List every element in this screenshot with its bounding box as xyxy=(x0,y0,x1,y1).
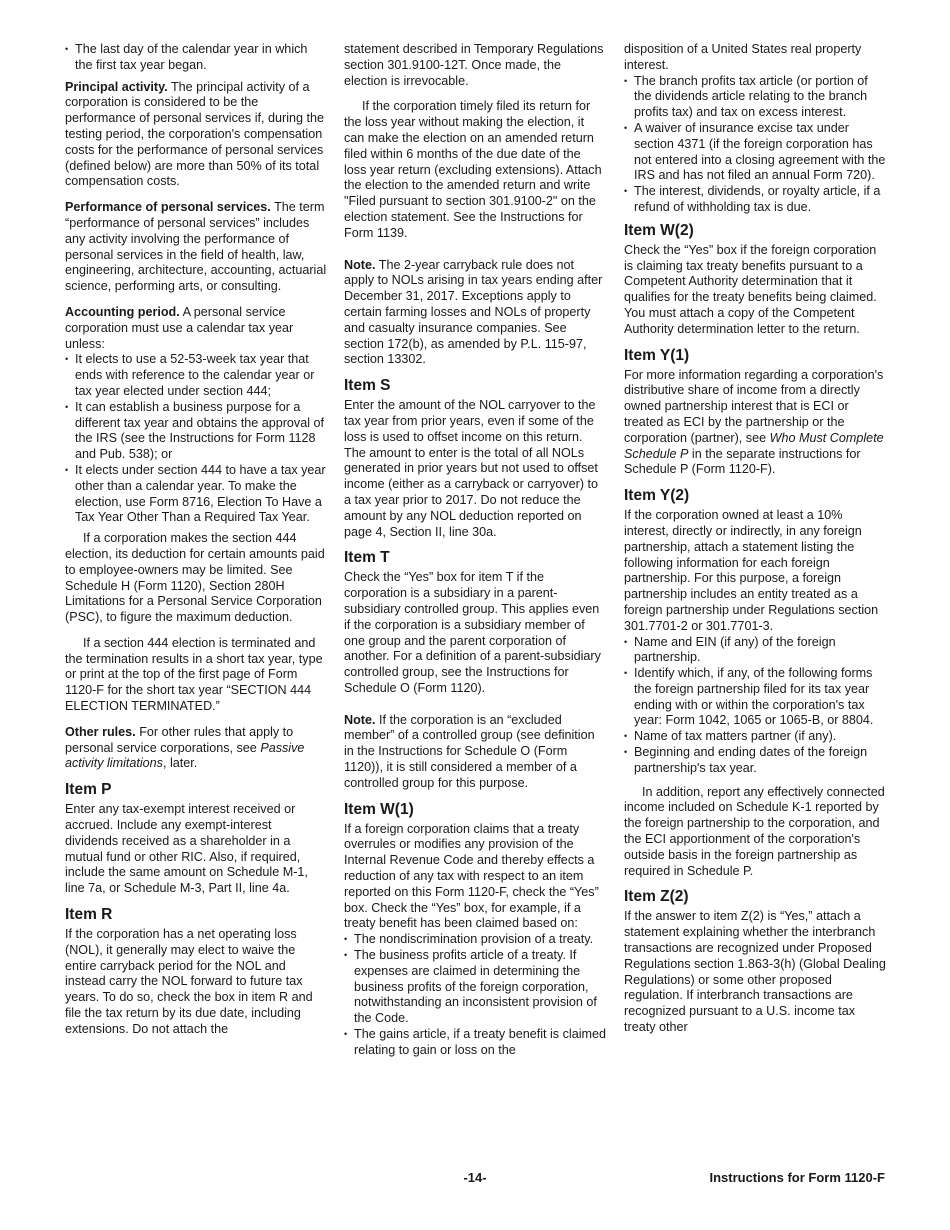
heading-item-t: Item T xyxy=(344,549,390,567)
paragraph-item-w1: If a foreign corporation claims that a treaty overrules or modifies any provision of the Internal Revenue Code and thereby effects a reduction of any tax with respect to an item reported on this Form 1120-F, check the “Yes” box. Check the “Yes” box, for example, if a treaty benefit has been claimed based on: xyxy=(344,821,599,931)
heading-item-z2: Item Z(2) xyxy=(624,888,689,906)
paragraph-item-t: Check the “Yes” box for item T if the corporation is a subsidiary in a parent-subsidiary controlled group. This applies even if the corporation is a subsidiary member of one group and the parent corporation of another. For a definition of a parent-subsidiary controlled group, see the Instructions for Schedule O (Form 1120). xyxy=(344,570,601,695)
paragraph-accounting-period: Accounting period. A personal service corporation must use a calendar tax year unless: xyxy=(65,304,294,351)
paragraph-item-p: Enter any tax-exempt interest received or accrued. Include any exempt-interest dividends received as a shareholder in a mutual fund or other RIC. Also, if required, include the same amount on Schedule M-1, line 7a, or Schedule M-3, Part II, line 4a. xyxy=(65,802,308,896)
paragraph-item-y2: If the corporation owned at least a 10% interest, directly or indirectly, in any foreign partnership, attach a statement listing the following information for each foreign partnership. For this purpose, a foreign partnership includes an entity treated as a foreign partnership under Regulations section 301.7701-2 or 301.7701-3. xyxy=(624,508,879,633)
paragraph-effectively-connected: In addition, report any effectively connected income included on Schedule K-1 reported by the foreign partnership to the corporation, and the ECI apportionment of the corporation's outside basis in the foreign partnership as required in Schedule P. xyxy=(624,784,885,878)
paragraph-performance-services: Performance of personal services. The term “performance of personal services” includes any activity involving the performance of personal services in the field of health, law, engineering, architecture, accounting, actuarial science, performing arts, or consulting. xyxy=(65,200,327,294)
column-2 xyxy=(344,42,606,1059)
list-item: • A waiver of insurance excise tax under section 4371 (if the foreign corporation has not entered into a closing agreement with the IRS and has not filed an annual Form 720). xyxy=(624,120,886,183)
bullet: • xyxy=(65,44,69,54)
bullet: • xyxy=(344,1029,348,1040)
paragraph-item-y1: For more information regarding a corporation's distributive share of income from a directly owned partnership interest that is ECI or treated as ECI by the partnership or the corporation (partner), see Who Must Complete Schedule P in the separate instructions for Schedule P (Form 1120-F). xyxy=(624,367,884,477)
list-item: • Beginning and ending dates of the foreign partnership's tax year. xyxy=(624,745,868,775)
bullet: • xyxy=(624,122,628,133)
footer-form-title: Instructions for Form 1120-F xyxy=(709,1170,885,1185)
bullet: • xyxy=(65,464,69,475)
bullet: • xyxy=(624,186,628,197)
list-item: • The gains article, if a treaty benefit is claimed relating to gain or loss on the xyxy=(344,1027,606,1057)
note-excluded-member: Note. If the corporation is an “excluded member” of a controlled group (see definition in the Instructions for Schedule O (Form 1120)), it is still considered a member of a controlled group for this purpose. xyxy=(344,712,595,790)
bullet: • xyxy=(624,75,628,86)
heading-item-y2: Item Y(2) xyxy=(624,487,690,505)
bullet: • xyxy=(65,354,69,365)
paragraph-item-z2: If the answer to item Z(2) is “Yes,” attach a statement explaining whether the interbranch transactions are recognized under Proposed Regulations section 1.863-3(h) (Global Dealing Regulations) or some other proposed regulation. If interbranch transactions are recognized pursuant to a U.S. income tax treaty other xyxy=(624,909,886,1035)
paragraph-item-s: Enter the amount of the NOL carryover to the tax year from prior years, even if some of the loss is used to offset income on this return. The amount to enter is the total of all NOLs generated in prior years but not used to offset income (either as a carryback or carryover) to a tax year prior to 2017. Do not reduce the amount by any NOL deduction reported on page 4, Section II, line 30a. xyxy=(344,398,599,539)
paragraph-timely-filed: If the corporation timely filed its return for the loss year without making the election, it can make the election on an amended return filed within 6 months of the due date of the loss year return (excluding extensions). Attach the election to the amended return and write "Filed pursuant to section 301.9100-2" on the election statement. See the Instructions for Form 1139. xyxy=(344,99,602,240)
paragraph-statement: statement described in Temporary Regulations section 301.9100-12T. Once made, the election is irrevocable. xyxy=(344,42,604,88)
list-item: • It elects to use a 52-53-week tax year that ends with reference to the calendar year or tax year elected under section 444; xyxy=(65,352,315,398)
heading-item-y1: Item Y(1) xyxy=(624,346,690,364)
paragraph-section-444-terminated: If a section 444 election is terminated and the termination results in a short tax year, type or print at the top of the first page of Form 1120-F for the short tax year “SECTION 444 ELECTION TERMINATED.” xyxy=(65,635,323,714)
list-item: • Name and EIN (if any) of the foreign partnership. xyxy=(624,634,836,665)
list-item: • The branch profits tax article (or portion of the dividends article relating to the branch profits tax) and tax on excess interest. xyxy=(624,73,868,120)
bullet: • xyxy=(624,731,628,742)
column-1 xyxy=(65,42,327,1043)
paragraph-principal-activity: Principal activity. The principal activity of a corporation is considered to be the performance of personal services if, during the testing period, the corporation's compensation costs for the performance of personal services (defined below) are more than 50% of its total compensation costs. xyxy=(65,79,325,189)
list-item: • Name of tax matters partner (if any). xyxy=(624,729,837,744)
heading-item-w1: Item W(1) xyxy=(344,800,414,818)
paragraph-item-r: If the corporation has a net operating loss (NOL), it generally may elect to waive the entire carryback period for the NOL and instead carry the NOL forward to future tax years. To do so, check the box in item R and file the tax return by its due date, including extensions. Do not attach the xyxy=(65,927,313,1036)
list-item: • It elects under section 444 to have a tax year other than a calendar year. To make the election, use Form 8716, Election To Have a Tax Year Other Than a Required Tax Year. xyxy=(65,462,326,525)
bullet: • xyxy=(344,950,348,961)
heading-item-p: Item P xyxy=(65,781,112,799)
list-item: • The nondiscrimination provision of a treaty. xyxy=(344,932,594,947)
paragraph-item-w2: Check the “Yes” box if the foreign corporation is claiming tax treaty benefits pursuant to a Competent Authority determination that it qualifies for the treaty benefits being claimed. You must attach a copy of the Competent Authority determination letter to the return. xyxy=(624,242,877,336)
note-carryback: Note. The 2-year carryback rule does not apply to NOLs arising in tax years ending after December 31, 2017. Exceptions apply to certain farming losses and NOLs of property and casualty insurance companies. See section 172(b), as amended by P.L. 115-97, section 13302. xyxy=(344,257,603,367)
bullet: • xyxy=(65,401,69,412)
bullet: • xyxy=(624,636,628,647)
list-item: • It can establish a business purpose for a different tax year and obtains the approval of the IRS (see the Instructions for Form 1128 and Pub. 538); or xyxy=(65,399,325,462)
list-item: • The last day of the calendar year in which the first tax year began. xyxy=(65,42,308,72)
heading-item-w2: Item W(2) xyxy=(624,221,694,239)
page-number: -14- xyxy=(463,1170,487,1185)
heading-item-s: Item S xyxy=(344,377,391,395)
bullet: • xyxy=(624,747,628,758)
bullet: • xyxy=(344,934,348,945)
list-item: • Identify which, if any, of the following forms the foreign partnership filed for its tax year ending with or within the corporation's tax year: Form 1042, 1065 or 1065-B, or 8804. xyxy=(624,666,874,728)
bullet: • xyxy=(624,668,628,679)
list-item: • The interest, dividends, or royalty article, if a refund of withholding tax is due. xyxy=(624,184,881,214)
paragraph-section-444: If a corporation makes the section 444 election, its deduction for certain amounts paid to employee-owners may be limited. See Schedule H (Form 1120), Section 280H Limitations for a Personal Service Corporation (PSC), to figure the maximum deduction. xyxy=(65,531,325,625)
paragraph-disposition: disposition of a United States real property interest. xyxy=(624,42,862,72)
paragraph-other-rules: Other rules. For other rules that apply to personal service corporations, see Passive activity limitations, later. xyxy=(65,724,305,771)
heading-item-r: Item R xyxy=(65,906,113,924)
list-item: • The business profits article of a treaty. If expenses are claimed in determining the business profits of the foreign corporation, notwithstanding an inconsistent provision of the Code. xyxy=(344,948,597,1026)
column-3 xyxy=(624,42,886,1041)
